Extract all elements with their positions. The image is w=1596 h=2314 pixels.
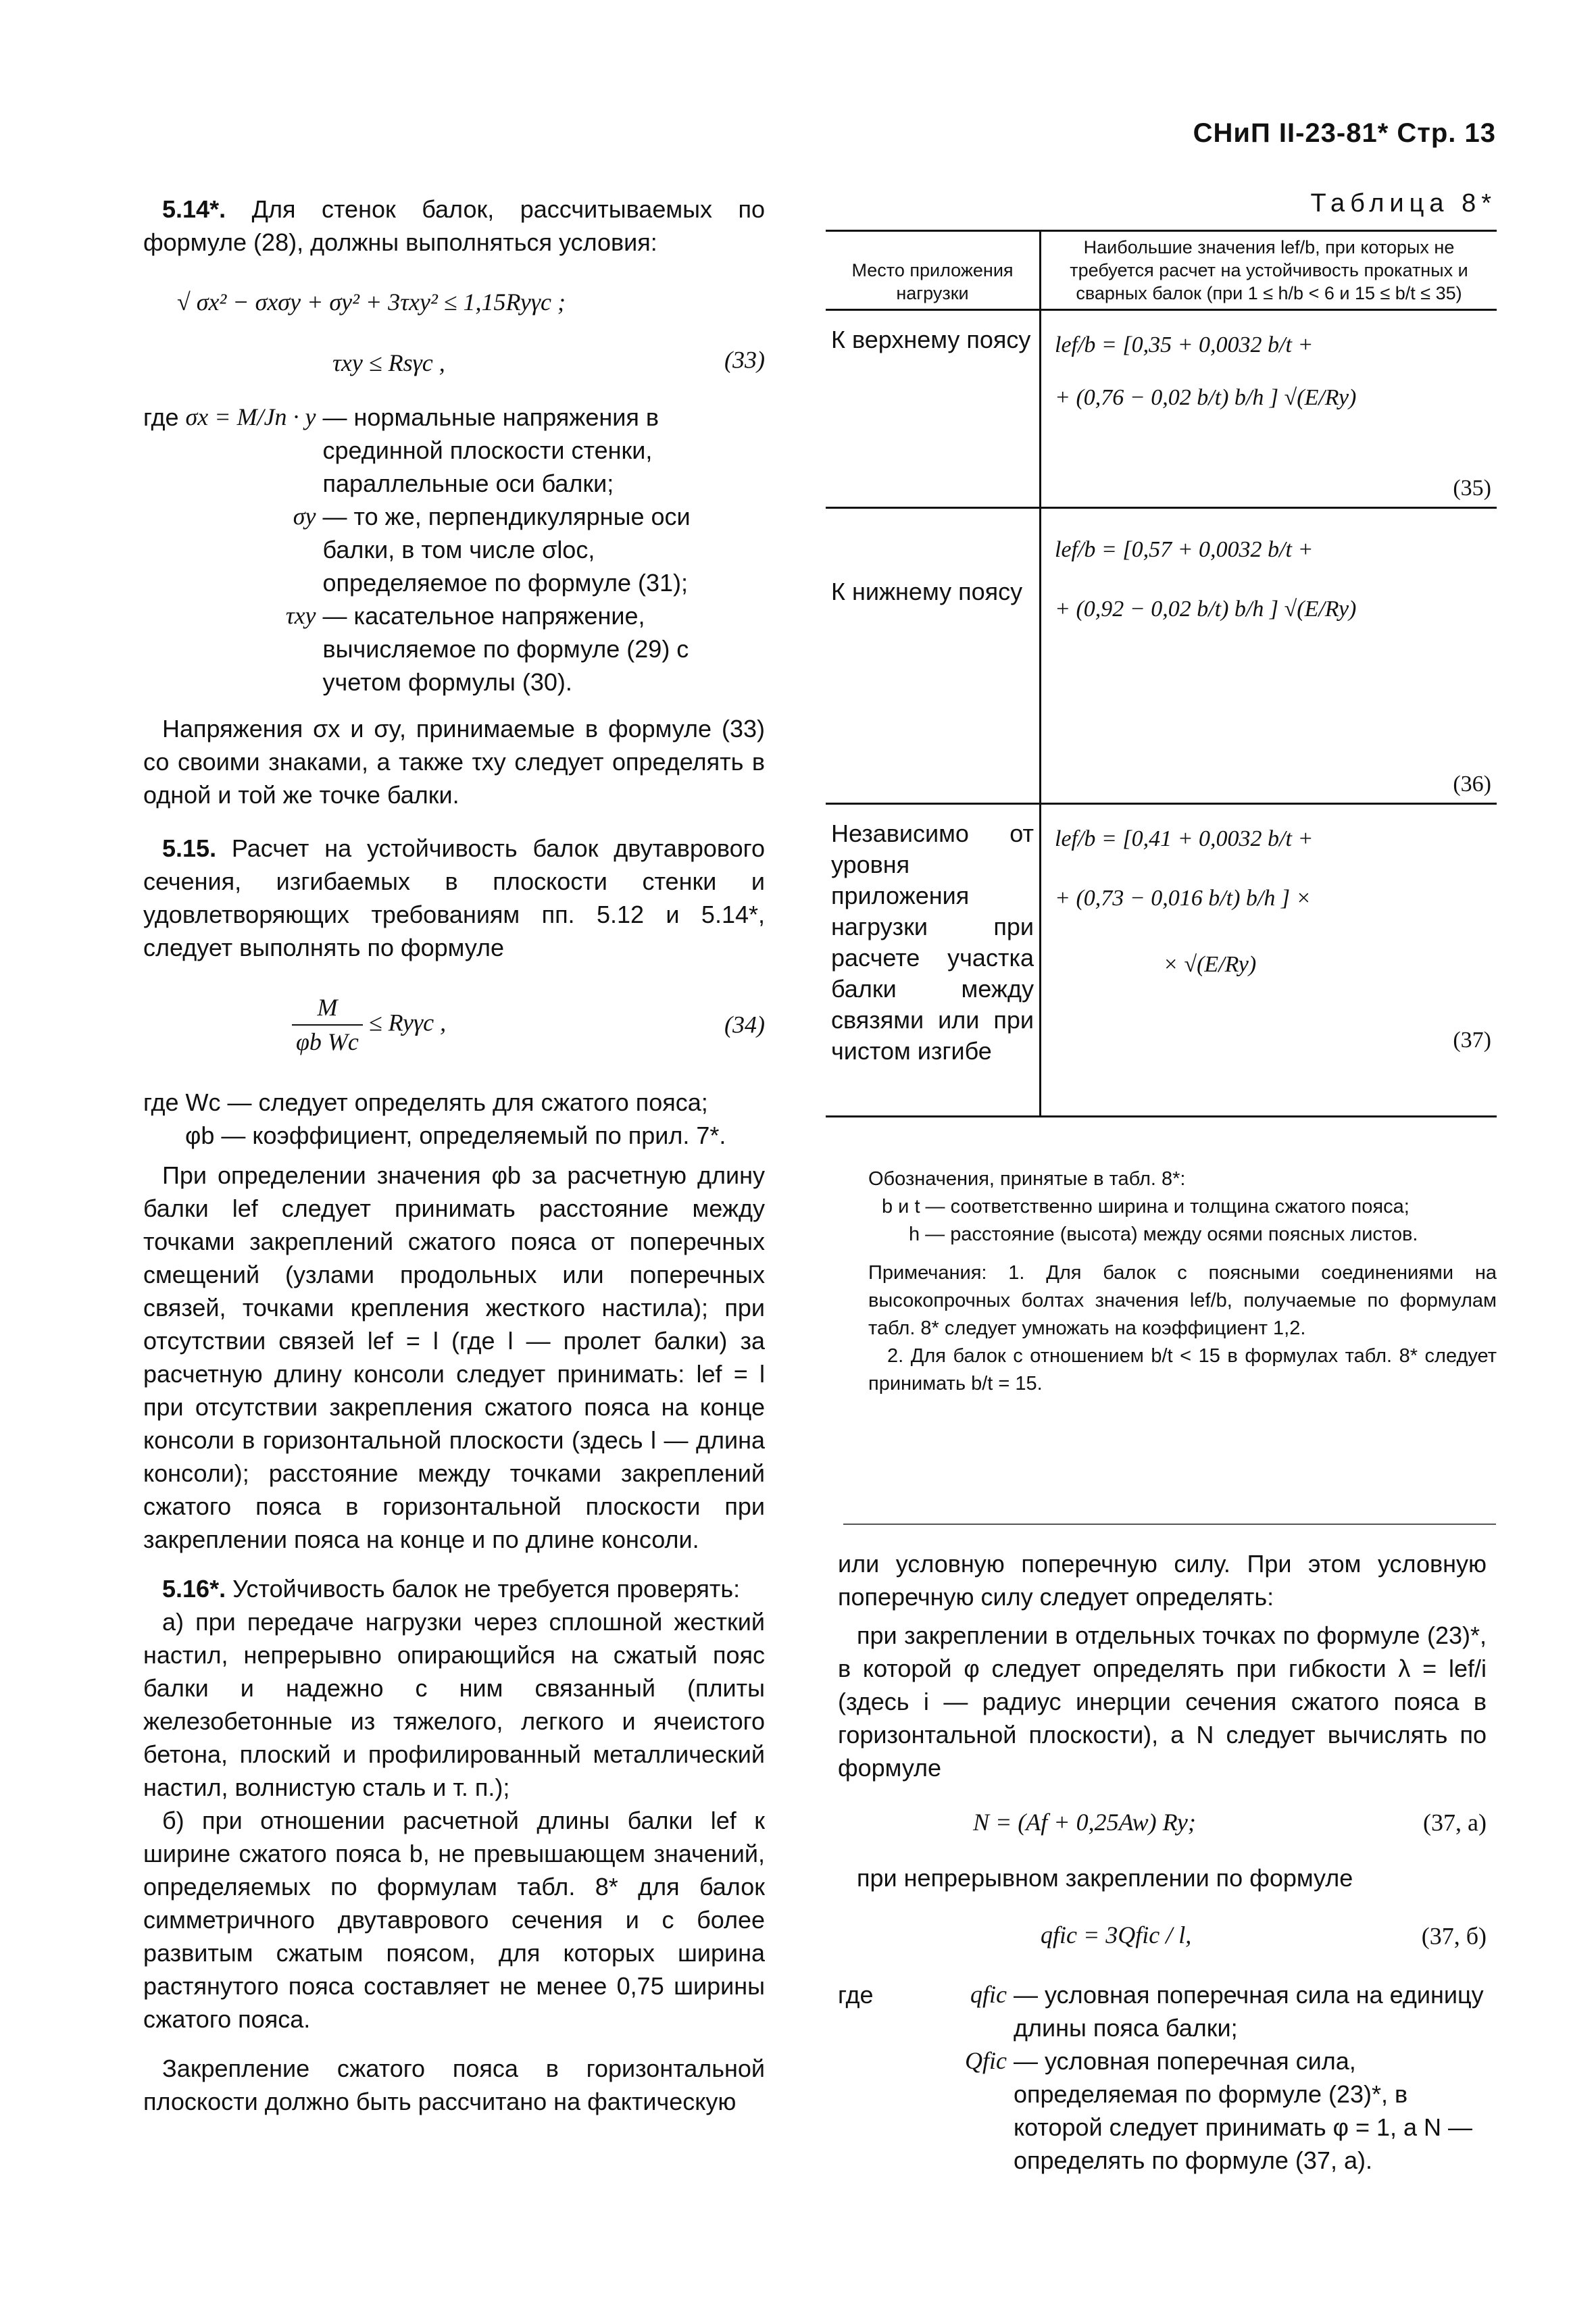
- table-row-place: К нижнему поясу: [826, 508, 1041, 804]
- sigma-x-symbol: σx = M/Jn · y: [185, 403, 316, 430]
- formula-35-number: (35): [1453, 476, 1491, 501]
- phib-paragraph: При определении значения φb за расчетную длину балки lef следует принимать расстояние между точками закреплений сжатого пояса от поперечных смещений (узлами продольных или поперечных связей, точками крепления жесткого настила); при отсутствии связей lef = l (где l — пролет балки) за расчетную длину консоли следует принимать: lef = l при отсутствии закрепления сжатого пояса на конце консоли в горизонтальной плоскости (здесь l — длина консоли); расстояние между точками закреплений сжатого пояса в горизонтальной плоскости при закреплении пояса на конце и по длине консоли.: [143, 1161, 765, 1553]
- table-row-formula: [1041, 508, 1497, 804]
- table-row-place: Независимо от уровня приложения нагрузки при расчете участка балки между связями или при чистом изгибе: [826, 804, 1041, 1117]
- section-5-16-number: 5.16*.: [162, 1575, 226, 1603]
- formula-37a-number: (37, а): [1423, 1809, 1487, 1836]
- formula-33-number: (33): [724, 346, 765, 374]
- table-row-formula: [1041, 310, 1497, 508]
- formula-35-line1: lef/b = [0,35 + 0,0032 b/t +: [1055, 332, 1314, 357]
- right-paragraph-3: при непрерывном закреплении по формуле: [857, 1864, 1353, 1892]
- formula-35-line2: + (0,76 − 0,02 b/t) b/h ] √(E/Ry): [1055, 385, 1357, 410]
- sigma-y-symbol: σy: [293, 503, 316, 530]
- formula-34-numerator: M: [292, 991, 363, 1026]
- tau-xy-symbol: τxy: [285, 602, 316, 629]
- right-paragraph-2: при закреплении в отдельных точках по формуле (23)*, в которой φ следует определять при гибкости λ = lef/i (здесь i — радиус инерции сечения сжатого пояса в горизонтальной плоскости), а N следует вычислять по формуле: [838, 1621, 1487, 1782]
- where-list-37: [838, 1978, 1487, 2177]
- formula-37b-number: (37, б): [1421, 1922, 1487, 1950]
- formula-34-denominator: φb Wc: [296, 1028, 359, 1055]
- formula-34: [143, 984, 765, 1065]
- note-2: 2. Для балок с отношением b/t < 15 в формулах табл. 8* следует принимать b/t = 15.: [868, 1345, 1497, 1394]
- note-1: Примечания: 1. Для балок с поясными соединениями на высокопрочных болтах значения lef/b, получаемые по формулам табл. 8* следует умножать на коэффициент 1,2.: [868, 1262, 1497, 1339]
- formula-37b-body: qfic = 3Qfic / l,: [1041, 1921, 1192, 1948]
- left-column: [143, 193, 765, 2118]
- qfic-description: — условная поперечная сила на единицу длины пояса балки;: [1014, 1981, 1484, 2042]
- Qfic-description: — условная поперечная сила, определяемая по формуле (23)*, в которой следует принимать φ = 1, а N — определять по формуле (37, а).: [1014, 2047, 1473, 2174]
- formula-37a: [838, 1799, 1487, 1846]
- column-divider-rule: [843, 1524, 1496, 1525]
- section-5-16-item-a: а) при передаче нагрузки через сплошной жесткий настил, непрерывно опирающийся на сжатый пояс балки и надежно с ним связанный (плиты железобетонные из тяжелого, легкого и ячеистого бетона, плоский и профилированный металлический настил, волнистую сталь и т. п.);: [143, 1608, 765, 1801]
- tau-xy-description: — касательное напряжение, вычисляемое по формуле (29) с учетом формулы (30).: [322, 602, 689, 696]
- formula-33-line1: √ σx² − σxσy + σy² + 3τxy² ≤ 1,15Ryγc ;: [177, 288, 566, 316]
- section-5-15-text: Расчет на устойчивость балок двутаврового сечения, изгибаемых в плоскости стенки и удовлетворяющих требованиям пп. 5.12 и 5.14*, следует выполнять по формуле: [143, 834, 765, 961]
- designation-b-t: b и t — соответственно ширина и толщина сжатого пояса;: [882, 1196, 1410, 1217]
- formula-37-line3: × √(E/Ry): [1163, 952, 1257, 977]
- where-list-33: [143, 401, 765, 699]
- formula-37-line1: lef/b = [0,41 + 0,0032 b/t +: [1055, 826, 1314, 851]
- formula-36-number: (36): [1453, 772, 1491, 797]
- table-header-row: [826, 231, 1497, 310]
- table-row-place: К верхнему поясу: [826, 310, 1041, 508]
- table-header-place: Место приложения нагрузки: [826, 231, 1041, 310]
- table-row-formula: [1041, 804, 1497, 1117]
- formula-36-line2: + (0,92 − 0,02 b/t) b/h ] √(E/Ry): [1055, 597, 1357, 622]
- table-row: [826, 508, 1497, 804]
- formula-37a-body: N = (Af + 0,25Aw) Ry;: [973, 1809, 1196, 1836]
- designation-h: h — расстояние (высота) между осями поясных листов.: [909, 1224, 1418, 1245]
- where-label: где: [143, 403, 179, 431]
- table-notes: [868, 1165, 1497, 1398]
- bracing-paragraph: Закрепление сжатого пояса в горизонтальной плоскости должно быть рассчитано на фактическую: [143, 2055, 765, 2115]
- section-5-16: [143, 1572, 765, 1605]
- where-label: где: [838, 1981, 874, 2009]
- formula-36-line1: lef/b = [0,57 + 0,0032 b/t +: [1055, 537, 1314, 562]
- section-5-15: [143, 832, 765, 964]
- table-header-values: Наибольшие значения lef/b, при которых не требуется расчет на устойчивость прокатных и сварных балок (при 1 ≤ h/b < 6 и 15 ≤ b/t ≤ 35): [1041, 231, 1497, 310]
- formula-37-number: (37): [1453, 1028, 1491, 1053]
- qfic-symbol: qfic: [970, 1981, 1007, 2008]
- sigma-x-description: — нормальные напряжения в срединной плоскости стенки, параллельные оси балки;: [322, 403, 659, 497]
- designations-title: Обозначения, принятые в табл. 8*:: [868, 1168, 1186, 1190]
- table-8-grid: [826, 230, 1497, 1117]
- section-5-14-number: 5.14*.: [162, 195, 226, 223]
- formula-34-rhs: ≤ Ryγc ,: [368, 1009, 447, 1036]
- page-header: СНиП II-23-81* Стр. 13: [1193, 118, 1496, 148]
- section-5-15-number: 5.15.: [162, 834, 217, 862]
- formula-34-number: (34): [724, 1011, 765, 1038]
- right-column: [838, 1547, 1487, 2177]
- section-5-14-text: Для стенок балок, рассчитываемых по формуле (28), должны выполняться условия:: [143, 195, 765, 256]
- section-5-16-text: Устойчивость балок не требуется проверять:: [232, 1575, 741, 1603]
- table-8: [826, 189, 1497, 1117]
- phib-definition: φb — коэффициент, определяемый по прил. 7*.: [185, 1122, 726, 1149]
- sigma-y-description: — то же, перпендикулярные оси балки, в том числе σloc, определяемое по формуле (31);: [322, 503, 691, 597]
- formula-33: [170, 286, 765, 387]
- table-row: [826, 310, 1497, 508]
- formula-37-line2: + (0,73 − 0,016 b/t) b/h ] ×: [1055, 886, 1312, 911]
- stress-paragraph: Напряжения σx и σy, принимаемые в формуле (33) со своими знаками, а также τxy следует определять в одной и той же точке балки.: [143, 715, 765, 809]
- section-5-16-item-b: б) при отношении расчетной длины балки lef к ширине сжатого пояса b, не превышающем значений, определяемых по формулам табл. 8* для балок симметричного двутаврового сечения и с более развитым сжатым поясом, для которых ширина растянутого пояса составляет не менее 0,75 ширины сжатого пояса.: [143, 1807, 765, 2033]
- table-caption: Таблица 8*: [1310, 189, 1497, 218]
- formula-37b: [838, 1909, 1487, 1963]
- formula-34-fraction: [292, 991, 363, 1059]
- Qfic-symbol: Qfic: [965, 2047, 1007, 2074]
- right-paragraph-1: или условную поперечную силу. При этом условную поперечную силу следует определять:: [838, 1550, 1487, 1611]
- formula-33-line2: τxy ≤ Rsγc ,: [332, 349, 445, 376]
- wc-definition: где Wc — следует определять для сжатого пояса;: [143, 1088, 708, 1116]
- section-5-14: [143, 193, 765, 259]
- table-row: [826, 804, 1497, 1117]
